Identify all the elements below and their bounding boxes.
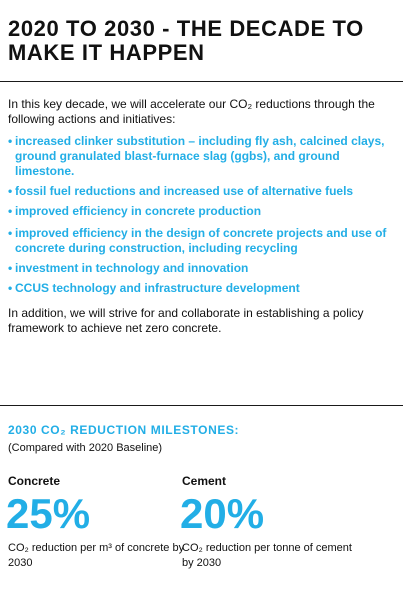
cement-milestone [182, 474, 362, 571]
cement-label: Cement [182, 474, 227, 488]
list-item-text: fossil fuel reductions and increased use of alternative fuels [15, 184, 354, 198]
list-item-text: improved efficiency in concrete production [15, 204, 262, 218]
bullet-icon: • [8, 184, 13, 198]
list-item-text: improved efficiency in the design of concrete projects and use of concrete during construction, including recycling [15, 226, 387, 255]
list-item [8, 134, 400, 179]
list-item [8, 226, 400, 256]
list-item [8, 184, 400, 199]
bullet-icon: • [8, 134, 13, 148]
bullet-icon: • [8, 261, 13, 275]
baseline-note: (Compared with 2020 Baseline) [8, 442, 163, 454]
list-item [8, 281, 400, 296]
bullet-icon: • [8, 281, 13, 295]
bullet-icon: • [8, 226, 13, 240]
list-item-text: increased clinker substitution – including fly ash, calcined clays, ground granulated blast-furnace slag (ggbs), and ground limestone. [15, 134, 385, 178]
cement-percentage: 20% [180, 490, 265, 537]
title-divider [0, 81, 403, 82]
concrete-description: CO₂ reduction per m³ of concrete by 2030 [8, 542, 185, 569]
list-item [8, 261, 400, 276]
closing-text: In addition, we will strive for and collaborate in establishing a policy framework to achieve net zero concrete. [8, 306, 364, 335]
list-item-text: CCUS technology and infrastructure development [15, 281, 300, 295]
concrete-percentage: 25% [6, 490, 91, 537]
bullet-icon: • [8, 204, 13, 218]
concrete-milestone [8, 474, 188, 571]
concrete-label: Concrete [8, 474, 61, 488]
page-title: 2020 TO 2030 - THE DECADE TO MAKE IT HAPPEN [8, 16, 364, 65]
initiatives-list [8, 134, 400, 301]
intro-text: In this key decade, we will accelerate our CO₂ reductions through the following actions and initiatives: [8, 97, 375, 126]
cement-description: CO₂ reduction per tonne of cement by 2030 [182, 542, 352, 569]
milestones-heading: 2030 CO₂ REDUCTION MILESTONES: [8, 423, 240, 437]
section-divider [0, 405, 403, 406]
list-item-text: investment in technology and innovation [15, 261, 249, 275]
list-item [8, 204, 400, 219]
